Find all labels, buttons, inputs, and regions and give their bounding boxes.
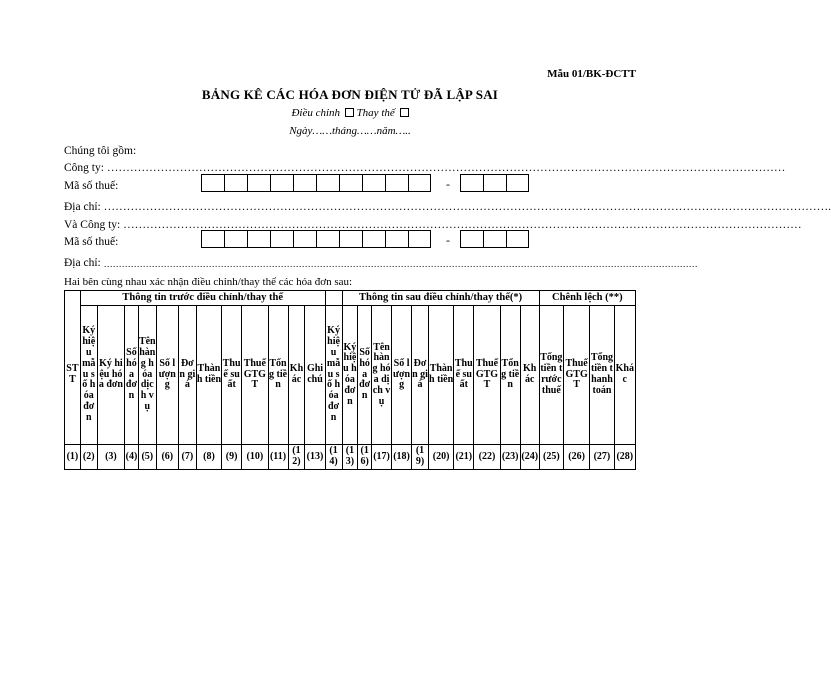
col-number: (16) bbox=[358, 445, 372, 470]
tax-code2-dash: - bbox=[446, 233, 450, 247]
col-header: Tên hàng hóa dịch vụ bbox=[138, 306, 156, 445]
col-header: Ký hiệu hóa đơn bbox=[97, 306, 124, 445]
date-line: Ngày……tháng……năm….. bbox=[289, 125, 411, 137]
col-number: (4) bbox=[125, 445, 139, 470]
col-number: (23) bbox=[500, 445, 520, 470]
col-header: Thành tiền bbox=[428, 306, 453, 445]
col-header: Thuế GTGT bbox=[242, 306, 268, 445]
col-header: Tổng tiền thanh toán bbox=[590, 306, 614, 445]
col-header: Số lượng bbox=[392, 306, 412, 445]
tax-code1-label: Mã số thuế: bbox=[64, 180, 119, 192]
col-number: (6) bbox=[156, 445, 178, 470]
address1-row bbox=[64, 201, 831, 213]
col-number: (27) bbox=[590, 445, 614, 470]
col-header: Số hóa đơn bbox=[358, 306, 372, 445]
col-header-stt: STT bbox=[65, 306, 81, 445]
col-number: (21) bbox=[454, 445, 474, 470]
col-number: (24) bbox=[520, 445, 539, 470]
col-number: (7) bbox=[178, 445, 196, 470]
col-number: (2) bbox=[80, 445, 97, 470]
col-header: Thành tiền bbox=[196, 306, 221, 445]
company1-row bbox=[64, 162, 786, 174]
col-number: (1) bbox=[65, 445, 81, 470]
col-number: (25) bbox=[539, 445, 563, 470]
tax-code2-suffix-boxes[interactable] bbox=[460, 230, 529, 248]
col-number: (22) bbox=[474, 445, 500, 470]
col-header: Tổng tiền trước thuế bbox=[539, 306, 563, 445]
tax-code1-dash: - bbox=[446, 177, 450, 191]
col-header: Số lượng bbox=[156, 306, 178, 445]
col-header: Ký hiệu hóa đơn bbox=[342, 306, 358, 445]
address1-label: Địa chỉ: bbox=[64, 201, 101, 213]
col-header: Tên hàng hóa dịch vụ bbox=[372, 306, 392, 445]
invoice-table bbox=[64, 290, 636, 470]
col-number: (14) bbox=[325, 445, 342, 470]
form-code: Mẫu 01/BK-ĐCTT bbox=[547, 68, 636, 80]
address2-dots[interactable]: ……………………………………………………………………………………………………………………………………………………………………………… bbox=[103, 259, 698, 269]
col-number: (13) bbox=[342, 445, 358, 470]
adjust-checkbox[interactable] bbox=[345, 108, 354, 117]
address2-label: Địa chỉ: bbox=[64, 257, 101, 269]
col-number: (11) bbox=[268, 445, 288, 470]
group-before-header: Thông tin trước điều chỉnh/thay thế bbox=[80, 291, 325, 306]
group-diff-header: Chênh lệch (**) bbox=[539, 291, 635, 306]
adjust-label: Điều chỉnh bbox=[291, 107, 341, 119]
col-number: (8) bbox=[196, 445, 221, 470]
company2-dots[interactable]: …………………………………………………………………………………………………………………………………………………………… bbox=[123, 219, 802, 231]
parties-intro: Chúng tôi gồm: bbox=[64, 145, 137, 157]
col-header: Số hóa đơn bbox=[125, 306, 139, 445]
col-header: Thuế GTGT bbox=[474, 306, 500, 445]
col-header: Khác bbox=[288, 306, 305, 445]
col-number: (10) bbox=[242, 445, 268, 470]
replace-checkbox[interactable] bbox=[400, 108, 409, 117]
replace-label: Thay thế bbox=[356, 107, 395, 119]
tax-code2-boxes[interactable] bbox=[201, 230, 431, 248]
col-header: Thuế suất bbox=[454, 306, 474, 445]
col-number: (13) bbox=[305, 445, 325, 470]
col-header: Thuế GTGT bbox=[563, 306, 589, 445]
company1-label: Công ty: bbox=[64, 162, 104, 174]
col-number: (28) bbox=[614, 445, 635, 470]
spacer-cell bbox=[325, 291, 342, 306]
tax-code1-suffix-boxes[interactable] bbox=[460, 174, 529, 192]
col-header: Khác bbox=[614, 306, 635, 445]
group-after-header: Thông tin sau điều chỉnh/thay thế(*) bbox=[342, 291, 539, 306]
col-number: (19) bbox=[412, 445, 429, 470]
col-number: (18) bbox=[392, 445, 412, 470]
col-header: Đơn giá bbox=[178, 306, 196, 445]
agreement-text: Hai bên cùng nhau xác nhận điều chỉnh/thay thế các hóa đơn sau: bbox=[64, 276, 353, 288]
stt-top-cell bbox=[65, 291, 81, 306]
col-number: (9) bbox=[222, 445, 242, 470]
col-header: Thuế suất bbox=[222, 306, 242, 445]
col-header: Ký hiệu mẫu số hóa đơn bbox=[80, 306, 97, 445]
col-header: Đơn giá bbox=[412, 306, 429, 445]
col-header: Tổng tiền bbox=[500, 306, 520, 445]
col-header: Khác bbox=[520, 306, 539, 445]
col-number: (12) bbox=[288, 445, 305, 470]
document-title: BẢNG KÊ CÁC HÓA ĐƠN ĐIỆN TỬ ĐÃ LẬP SAI bbox=[201, 87, 499, 102]
col-number: (17) bbox=[372, 445, 392, 470]
col-number: (3) bbox=[97, 445, 124, 470]
address1-dots[interactable]: ………………………………………………………………………………………………………………………………………………………………………. bbox=[103, 201, 831, 213]
tax-code2-label: Mã số thuế: bbox=[64, 236, 119, 248]
company1-dots[interactable]: …………………………………………………………………………………………………………………………………………………………… bbox=[106, 162, 786, 174]
address2-row bbox=[64, 257, 698, 269]
col-number: (20) bbox=[428, 445, 453, 470]
col-number: (26) bbox=[563, 445, 589, 470]
col-header: Ghi chú bbox=[305, 306, 325, 445]
document-subtitle bbox=[0, 107, 700, 119]
col-number: (5) bbox=[138, 445, 156, 470]
tax-code1-boxes[interactable] bbox=[201, 174, 431, 192]
company2-label: Và Công ty: bbox=[64, 219, 121, 231]
col-header: Tổng tiền bbox=[268, 306, 288, 445]
col-header: Ký hiệu mẫu số hóa đơn bbox=[325, 306, 342, 445]
